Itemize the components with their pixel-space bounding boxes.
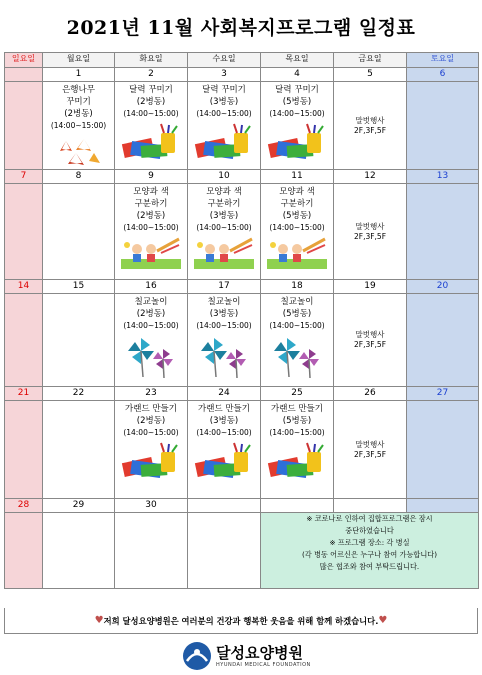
date-cell: 24 (188, 387, 261, 401)
program-cell (115, 294, 188, 387)
empty-cell (407, 82, 479, 170)
pinwheel-icon (194, 335, 254, 379)
date-cell: 16 (115, 280, 188, 294)
craft-supplies-icon (194, 123, 254, 159)
date-cell (5, 68, 43, 82)
program-info (188, 294, 260, 379)
empty-cell (5, 184, 43, 280)
program-cell (115, 401, 188, 499)
date-cell (334, 499, 407, 513)
program-name: 모양과 색 (206, 187, 242, 197)
program-info (261, 294, 333, 379)
program-cell (188, 82, 261, 170)
event-cell (334, 401, 407, 499)
week-1-programs (5, 82, 479, 170)
program-ward: (3병동) (209, 309, 239, 319)
program-ward: (5병동) (282, 416, 312, 426)
program-cell (188, 401, 261, 499)
date-cell: 26 (334, 387, 407, 401)
program-cell (188, 184, 261, 280)
date-cell (261, 499, 334, 513)
date-cell: 6 (407, 68, 479, 82)
weekday-thu: 목요일 (261, 53, 334, 68)
program-ward: (5병동) (282, 97, 312, 107)
program-ward: (2병동) (136, 211, 166, 221)
logo-name: 달성요양병원 (216, 643, 303, 662)
empty-cell (407, 401, 479, 499)
pinwheel-icon (121, 335, 181, 379)
program-time: (14:00~15:00) (196, 223, 252, 232)
program-time: (14:00~15:00) (123, 223, 179, 232)
pinwheel-icon (267, 335, 327, 379)
date-cell: 12 (334, 170, 407, 184)
logo-subtitle: HYUNDAI MEDICAL FOUNDATION (216, 661, 311, 668)
empty-cell (43, 184, 115, 280)
week-3-dates (5, 280, 479, 294)
date-cell (407, 499, 479, 513)
program-info (261, 184, 333, 269)
date-cell: 7 (5, 170, 43, 184)
empty-cell (5, 513, 43, 589)
program-time: (14:00~15:00) (269, 223, 325, 232)
program-ward: (2병동) (136, 416, 166, 426)
date-cell: 19 (334, 280, 407, 294)
program-cell (43, 82, 115, 170)
date-cell: 8 (43, 170, 115, 184)
empty-cell (43, 294, 115, 387)
heart-icon: ♥ (378, 615, 388, 626)
program-name: 모양과 색 (133, 187, 169, 197)
date-cell: 13 (407, 170, 479, 184)
program-cell (261, 401, 334, 499)
footer-text: 저희 달성요양병원은 여러분의 건강과 행복한 웃음을 위해 함께 하겠습니다. (103, 615, 379, 626)
week-4-dates (5, 387, 479, 401)
event-floors: 2F,3F,5F (353, 125, 387, 135)
program-info (43, 82, 114, 169)
craft-supplies-icon (121, 123, 181, 159)
date-cell: 9 (115, 170, 188, 184)
heart-icon: ♥ (94, 615, 104, 626)
program-name: 칠교놀이 (280, 297, 314, 307)
craft-supplies-icon (121, 442, 181, 478)
program-ward: (2병동) (136, 97, 166, 107)
notice-line: ※ 코로나로 인하여 집합프로그램은 잠시 (306, 514, 433, 523)
program-info (115, 294, 187, 379)
date-cell: 22 (43, 387, 115, 401)
week-1-dates (5, 68, 479, 82)
program-cell (188, 294, 261, 387)
children-icon (267, 237, 327, 269)
program-time: (14:00~15:00) (196, 321, 252, 330)
date-cell (188, 499, 261, 513)
date-cell: 25 (261, 387, 334, 401)
empty-cell (5, 294, 43, 387)
children-icon (121, 237, 181, 269)
program-name: 꾸미기 (66, 97, 91, 107)
program-name: 모양과 색 (279, 187, 315, 197)
empty-cell (115, 513, 188, 589)
date-cell: 18 (261, 280, 334, 294)
program-time: (14:00~15:00) (123, 321, 179, 330)
hospital-logo (182, 640, 311, 672)
notice-line: 많은 협조와 참여 부탁드립니다. (319, 562, 420, 571)
program-cell (261, 294, 334, 387)
date-cell: 5 (334, 68, 407, 82)
date-cell: 14 (5, 280, 43, 294)
date-cell: 17 (188, 280, 261, 294)
program-time: (14:00~15:00) (123, 109, 179, 118)
program-name: 달력 꾸미기 (202, 85, 246, 95)
weekday-tue: 화요일 (115, 53, 188, 68)
program-time: (14:00~15:00) (269, 109, 325, 118)
date-cell: 27 (407, 387, 479, 401)
program-ward: (3병동) (209, 97, 239, 107)
program-name: 구분하기 (134, 199, 168, 209)
date-cell: 3 (188, 68, 261, 82)
program-time: (14:00~15:00) (50, 121, 107, 130)
event-name: 말벗행사 (355, 330, 385, 339)
date-cell: 29 (43, 499, 115, 513)
event-cell (334, 184, 407, 280)
program-time: (14:00~15:00) (196, 109, 252, 118)
program-name: 칠교놀이 (207, 297, 241, 307)
event-name: 말벗행사 (355, 221, 385, 231)
program-name: 가랜드 만들기 (198, 404, 250, 414)
program-cell (261, 82, 334, 170)
program-time: (14:00~15:00) (196, 428, 252, 437)
weekday-wed: 수요일 (188, 53, 261, 68)
empty-cell (43, 401, 115, 499)
weekday-mon: 월요일 (43, 53, 115, 68)
program-name: 달력 꾸미기 (275, 85, 319, 95)
date-cell: 11 (261, 170, 334, 184)
empty-cell (188, 513, 261, 589)
craft-supplies-icon (267, 123, 327, 159)
program-ward: (5병동) (282, 211, 312, 221)
calendar-table (4, 52, 479, 589)
week-3-programs (5, 294, 479, 387)
event-floors: 2F,3F,5F (353, 449, 387, 459)
date-cell: 15 (43, 280, 115, 294)
date-cell: 2 (115, 68, 188, 82)
weekday-fri: 금요일 (334, 53, 407, 68)
date-cell: 4 (261, 68, 334, 82)
date-cell: 28 (5, 499, 43, 513)
program-name: 구분하기 (280, 199, 314, 209)
program-info (115, 184, 187, 269)
program-name: 가랜드 만들기 (125, 404, 177, 414)
program-info (188, 82, 260, 159)
autumn-leaves-icon (54, 135, 104, 169)
empty-cell (5, 401, 43, 499)
children-icon (194, 237, 254, 269)
empty-cell (407, 294, 479, 387)
program-cell (261, 184, 334, 280)
program-name: 가랜드 만들기 (271, 404, 323, 414)
program-time: (14:00~15:00) (123, 428, 179, 437)
weekday-sat: 토요일 (407, 53, 479, 68)
page-title: 2021년 11월 사회복지프로그램 일정표 (66, 16, 416, 39)
program-info (115, 82, 187, 159)
notice-line: (각 병동 어르신은 누구나 참여 가능합니다) (301, 550, 438, 559)
program-info (261, 401, 333, 478)
date-cell: 1 (43, 68, 115, 82)
date-cell: 23 (115, 387, 188, 401)
program-info (261, 82, 333, 159)
event-cell (334, 82, 407, 170)
notice-line: 중단하였습니다 (345, 526, 394, 535)
program-info (115, 401, 187, 478)
program-name: 달력 꾸미기 (129, 85, 173, 95)
program-info (188, 184, 260, 269)
event-floors: 2F,3F,5F (353, 231, 387, 241)
week-2-programs (5, 184, 479, 280)
week-2-dates (5, 170, 479, 184)
program-ward: (5병동) (282, 309, 312, 319)
program-cell (115, 184, 188, 280)
program-name: 칠교놀이 (134, 297, 168, 307)
event-name: 말벗행사 (355, 115, 385, 125)
program-ward: (3병동) (209, 416, 239, 426)
program-ward: (3병동) (209, 211, 239, 221)
event-name: 말벗행사 (355, 439, 385, 449)
event-cell (334, 294, 407, 387)
footer-message (4, 608, 478, 634)
event-floors: 2F,3F,5F (353, 340, 387, 349)
program-name: 은행나무 (62, 85, 95, 95)
weekday-header-row (5, 53, 479, 68)
program-ward: (2병동) (64, 109, 93, 119)
empty-cell (5, 82, 43, 170)
program-time: (14:00~15:00) (269, 428, 325, 437)
notice-line: ※ 프로그램 장소: 각 병실 (329, 538, 410, 547)
program-ward: (2병동) (136, 309, 166, 319)
program-name: 구분하기 (207, 199, 241, 209)
craft-supplies-icon (267, 442, 327, 478)
week-4-programs (5, 401, 479, 499)
date-cell: 30 (115, 499, 188, 513)
craft-supplies-icon (194, 442, 254, 478)
program-time: (14:00~15:00) (269, 321, 325, 330)
weekday-sun: 일요일 (5, 53, 43, 68)
empty-cell (43, 513, 115, 589)
program-info (188, 401, 260, 478)
empty-cell (407, 184, 479, 280)
date-cell: 10 (188, 170, 261, 184)
date-cell: 20 (407, 280, 479, 294)
program-cell (115, 82, 188, 170)
week-5-dates (5, 499, 479, 513)
week-5-programs (5, 513, 479, 589)
hospital-emblem-icon (182, 641, 212, 671)
notice-box (261, 513, 479, 589)
date-cell: 21 (5, 387, 43, 401)
